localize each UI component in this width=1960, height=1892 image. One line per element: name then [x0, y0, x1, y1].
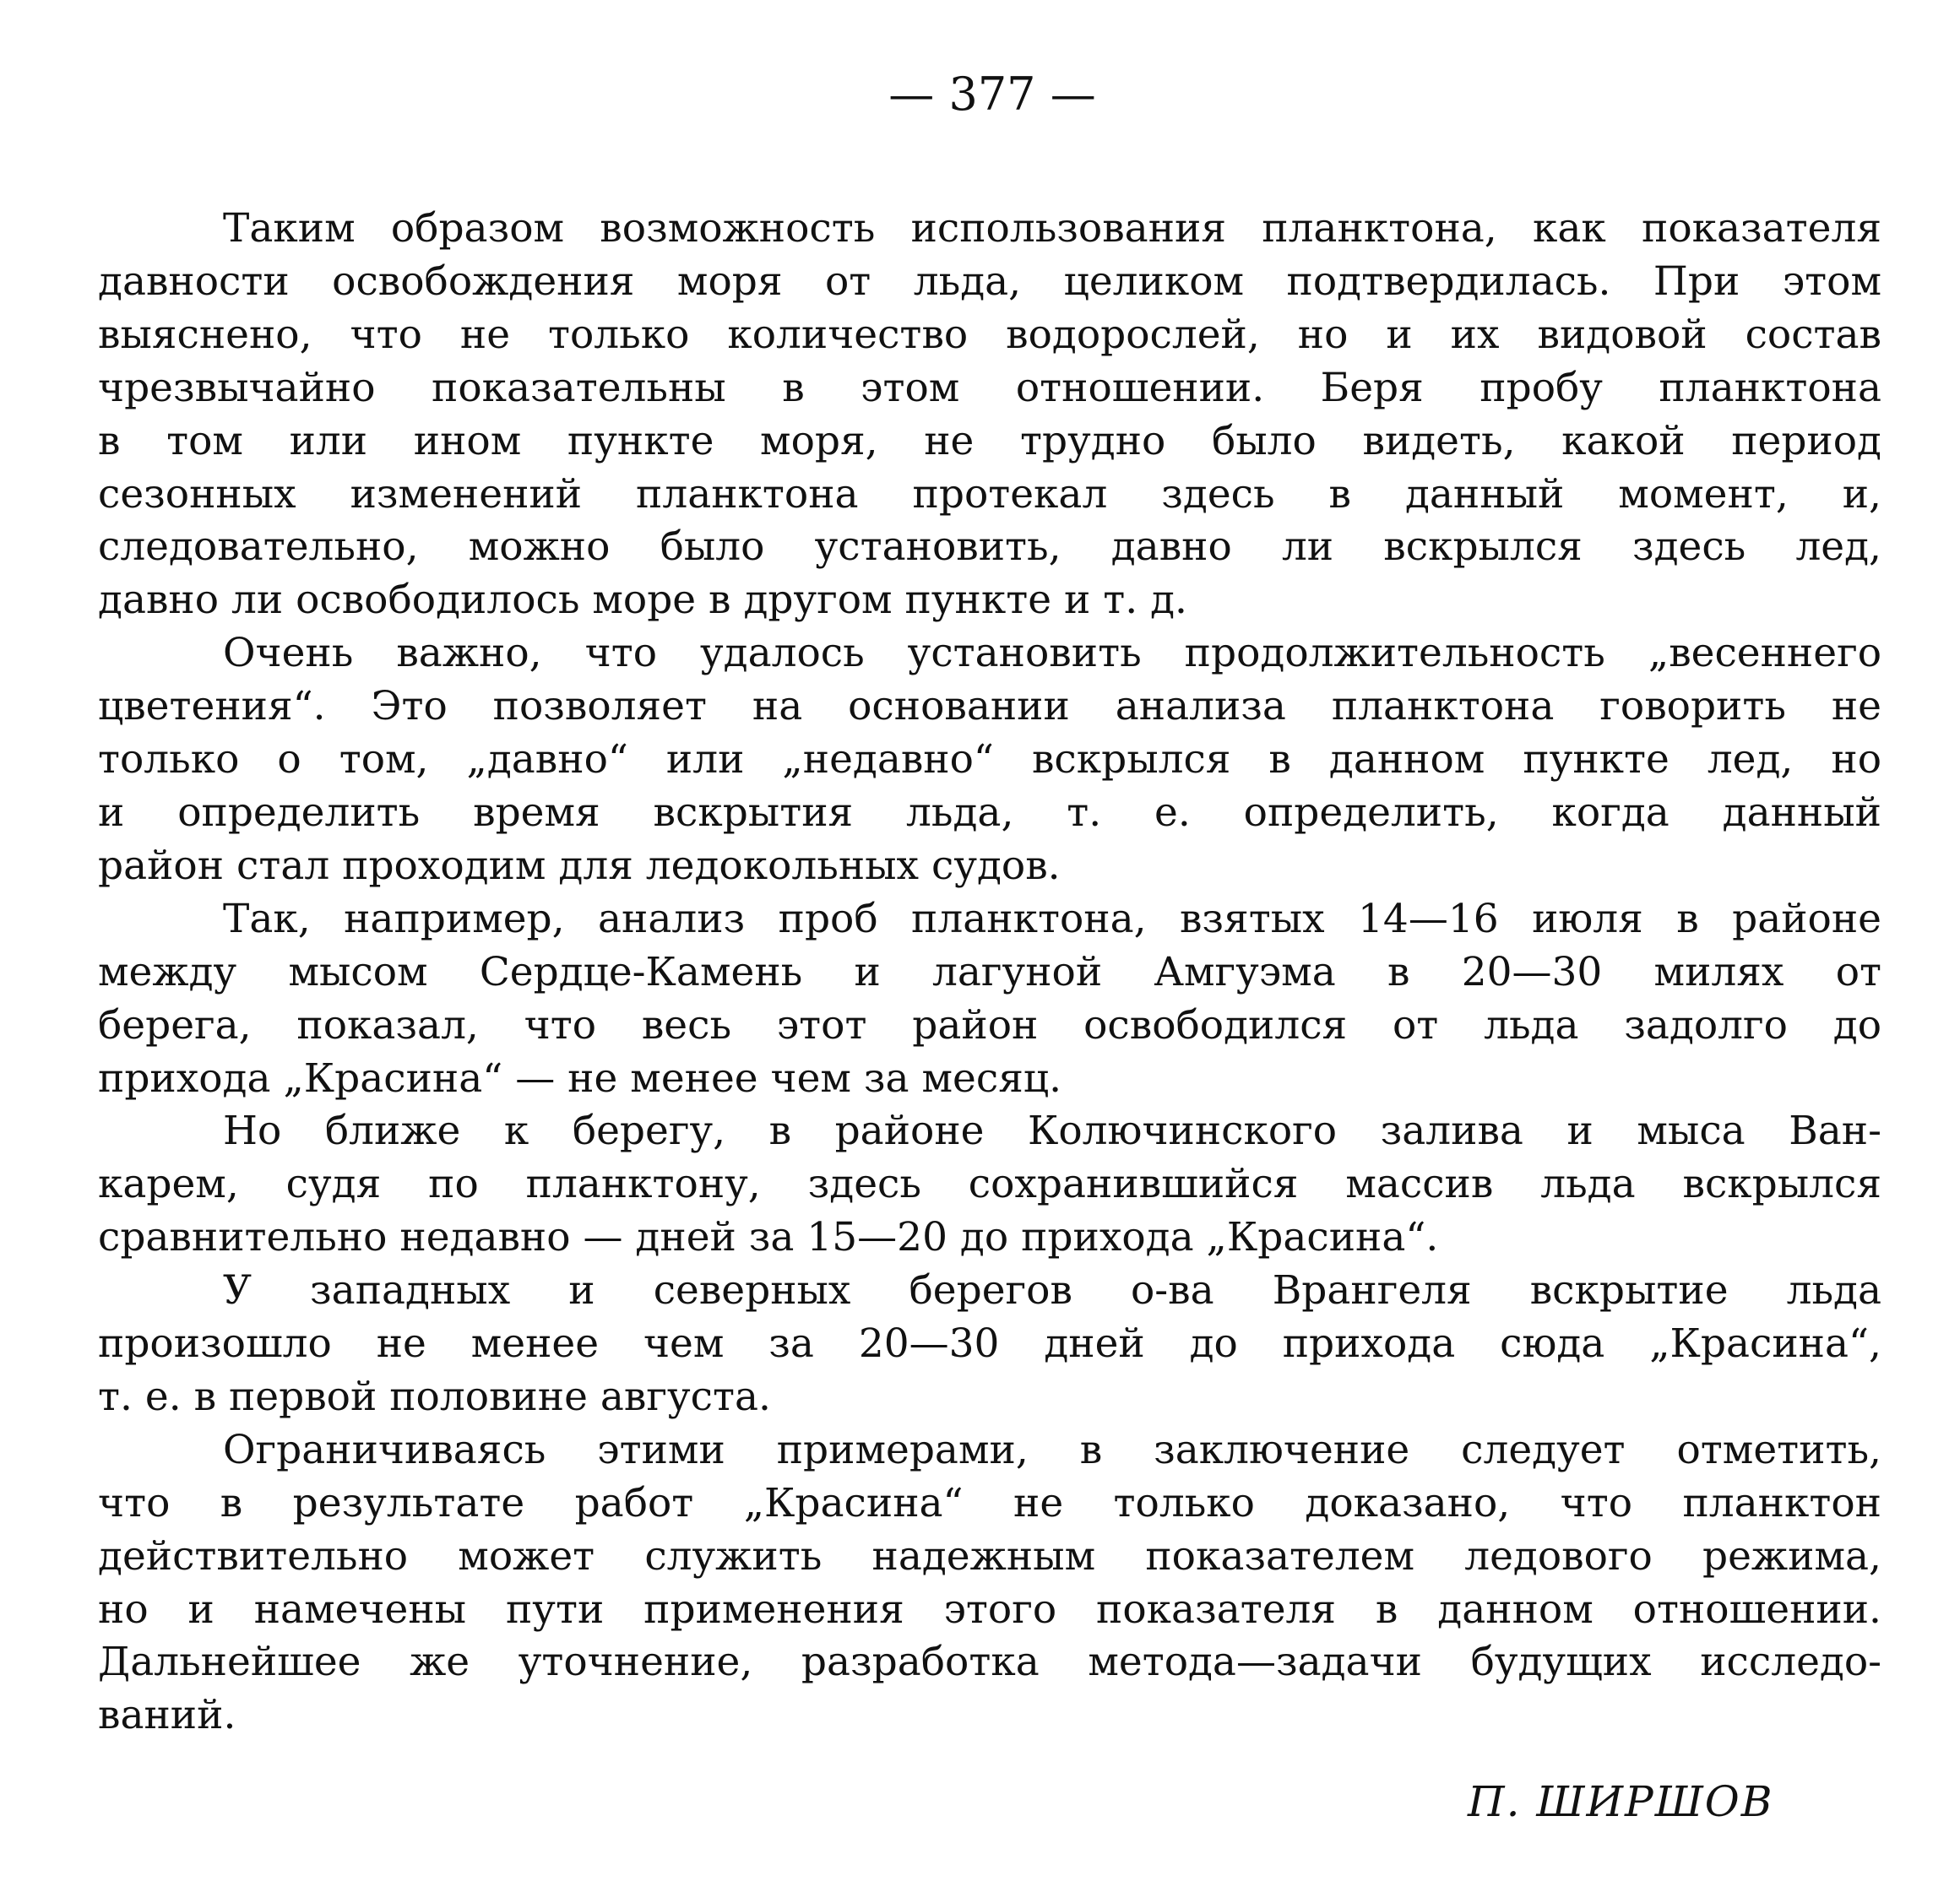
text-line: район стал проходим для ледокольных судов.	[98, 842, 1061, 889]
text-line: Так, например, анализ проб планктона, взятых 14—16 июля в районе	[223, 895, 1881, 942]
paragraph	[98, 1424, 1881, 1743]
text-line: берега, показал, что весь этот район освободился от льда задолго до	[98, 1001, 1881, 1049]
text-line: в том или ином пункте моря, не трудно было видеть, какой период	[98, 417, 1881, 464]
text-line: чрезвычайно показательны в этом отношении. Беря пробу планктона	[98, 364, 1881, 411]
text-line: т. е. в первой половине августа.	[98, 1373, 771, 1420]
text-line: Но ближе к берегу, в районе Колючинского залива и мыса Ван-	[223, 1108, 1881, 1155]
text-line: но и намечены пути применения этого показателя в данном отношении.	[98, 1586, 1881, 1633]
text-line: карем, судя по планктону, здесь сохранившийся массив льда вскрылся	[98, 1161, 1881, 1208]
text-line: Дальнейшее же уточнение, разработка метода—задачи будущих исследо-	[98, 1639, 1881, 1686]
text-line: выяснено, что не только количество водорослей, но и их видовой состав	[98, 311, 1881, 358]
text-line: и определить время вскрытия льда, т. е. определить, когда данный	[98, 789, 1881, 836]
text-line: между мысом Сердце-Камень и лагуной Амгуэма в 20—30 милях от	[98, 948, 1881, 995]
body-text	[98, 203, 1881, 1743]
text-line: сезонных изменений планктона протекал здесь в данный момент, и,	[98, 470, 1881, 518]
text-line: давности освобождения моря от льда, целиком подтвердилась. При этом	[98, 258, 1881, 305]
paragraph	[98, 1265, 1881, 1424]
paragraph	[98, 893, 1881, 1106]
text-line: произошло не менее чем за 20—30 дней до прихода сюда „Красина“,	[98, 1320, 1881, 1368]
text-line: прихода „Красина“ — не менее чем за месяц.	[98, 1054, 1062, 1102]
paragraph	[98, 627, 1881, 893]
text-line: только о том, „давно“ или „недавно“ вскрылся в данном пункте лед, но	[98, 736, 1881, 783]
text-line: Ограничиваясь этими примерами, в заключение следует отметить,	[223, 1426, 1881, 1473]
text-line: действительно может служить надежным показателем ледового режима,	[98, 1532, 1881, 1580]
text-line: что в результате работ „Красина“ не только доказано, что планктон	[98, 1479, 1881, 1526]
text-line: следовательно, можно было установить, давно ли вскрылся здесь лед,	[98, 523, 1881, 571]
text-line: Очень важно, что удалось установить продолжительность „весеннего	[223, 630, 1881, 677]
paragraph	[98, 1105, 1881, 1265]
text-line: ваний.	[98, 1692, 236, 1739]
text-line: давно ли освободилось море в другом пункте и т. д.	[98, 577, 1187, 624]
text-line: Таким образом возможность использования планктона, как показателя	[223, 205, 1881, 252]
text-line: цветения“. Это позволяет на основании анализа планктона говорить не	[98, 683, 1881, 730]
text-line: сравнительно недавно — дней за 15—20 до прихода „Красина“.	[98, 1214, 1439, 1261]
text-line: У западных и северных берегов о-ва Врангеля вскрытие льда	[223, 1267, 1881, 1315]
page-number: — 377 —	[888, 68, 1096, 121]
author-signature: П. ШИРШОВ	[1468, 1777, 1774, 1826]
paragraph	[98, 203, 1881, 627]
